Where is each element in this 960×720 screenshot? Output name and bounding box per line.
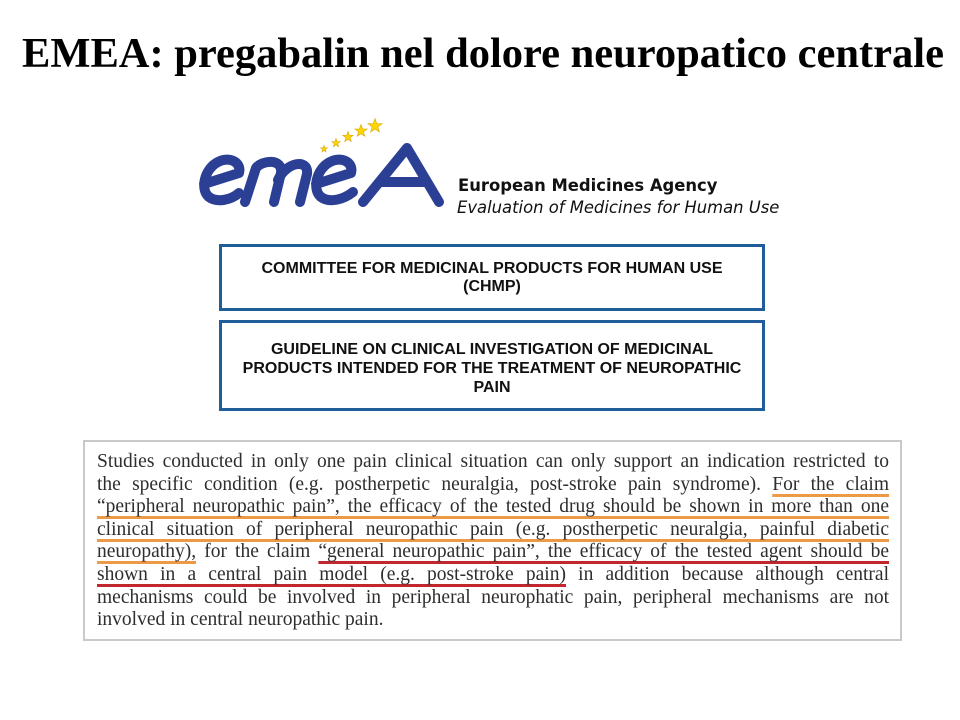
excerpt-text: the specific condition (e.g. postherpetic neuralgia, post-stroke pain syndrome). xyxy=(97,473,773,495)
highlighted-phrase: shown in a central pain model (e.g. post-stroke pain) xyxy=(97,563,566,585)
excerpt-line xyxy=(97,564,889,587)
excerpt-line xyxy=(97,519,889,542)
highlighted-phrase: For the claim xyxy=(772,473,889,495)
logo-letter-e xyxy=(204,160,239,201)
logo-star-icon xyxy=(332,139,341,147)
guideline-box xyxy=(219,320,765,411)
logo-star-icon xyxy=(321,146,328,152)
excerpt-text: Studies conducted in only one pain clinical situation can only support an indication restricted to xyxy=(97,451,889,472)
agency-name: European Medicines Agency xyxy=(458,176,718,195)
guideline-line: GUIDELINE ON CLINICAL INVESTIGATION OF MEDICINAL xyxy=(270,340,714,358)
excerpt-line xyxy=(97,474,889,497)
highlighted-phrase: “peripheral neuropathic pain”, the efficacy of the tested drug should be shown in more than one xyxy=(97,496,889,518)
logo-stars-icon xyxy=(321,119,382,152)
logo-letter-a xyxy=(363,148,439,202)
highlighted-phrase: neuropathy), xyxy=(97,541,197,563)
excerpt-line xyxy=(97,496,889,519)
guideline-excerpt xyxy=(83,440,902,641)
excerpt-line xyxy=(97,609,889,632)
committee-line: (CHMP) xyxy=(463,277,521,295)
committee-line: COMMITTEE FOR MEDICINAL PRODUCTS FOR HUMAN USE xyxy=(261,259,723,277)
excerpt-text: in addition because although central xyxy=(565,563,889,585)
logo-wordmark xyxy=(204,148,439,202)
guideline-line: PAIN xyxy=(473,378,511,396)
excerpt-line xyxy=(97,451,889,474)
slide-title: EMEA: pregabalin nel dolore neuropatico centrale xyxy=(22,30,944,77)
logo-star-icon xyxy=(343,132,353,142)
committee-box xyxy=(219,244,765,311)
highlighted-phrase: clinical situation of peripheral neuropathic pain (e.g. postherpetic neuralgia, painful diabetic xyxy=(97,518,889,540)
emea-logo xyxy=(195,114,445,213)
logo-letter-e xyxy=(316,160,353,201)
guideline-line: PRODUCTS INTENDED FOR THE TREATMENT OF NEUROPATHIC xyxy=(242,359,742,377)
agency-division: Evaluation of Medicines for Human Use xyxy=(457,198,780,217)
excerpt-line xyxy=(97,541,889,564)
logo-letter-m xyxy=(245,162,307,202)
logo-star-icon xyxy=(368,119,382,133)
excerpt-text: for the claim xyxy=(196,541,319,563)
logo-star-icon xyxy=(355,125,367,137)
excerpt-text: mechanisms could be involved in peripheral neurophatic pain, peripheral mechanisms are not xyxy=(97,586,889,608)
excerpt-line xyxy=(97,587,889,610)
excerpt-text: involved in central neuropathic pain. xyxy=(97,609,384,631)
highlighted-phrase: “general neuropathic pain”, the efficacy of the tested agent should be xyxy=(318,541,889,563)
